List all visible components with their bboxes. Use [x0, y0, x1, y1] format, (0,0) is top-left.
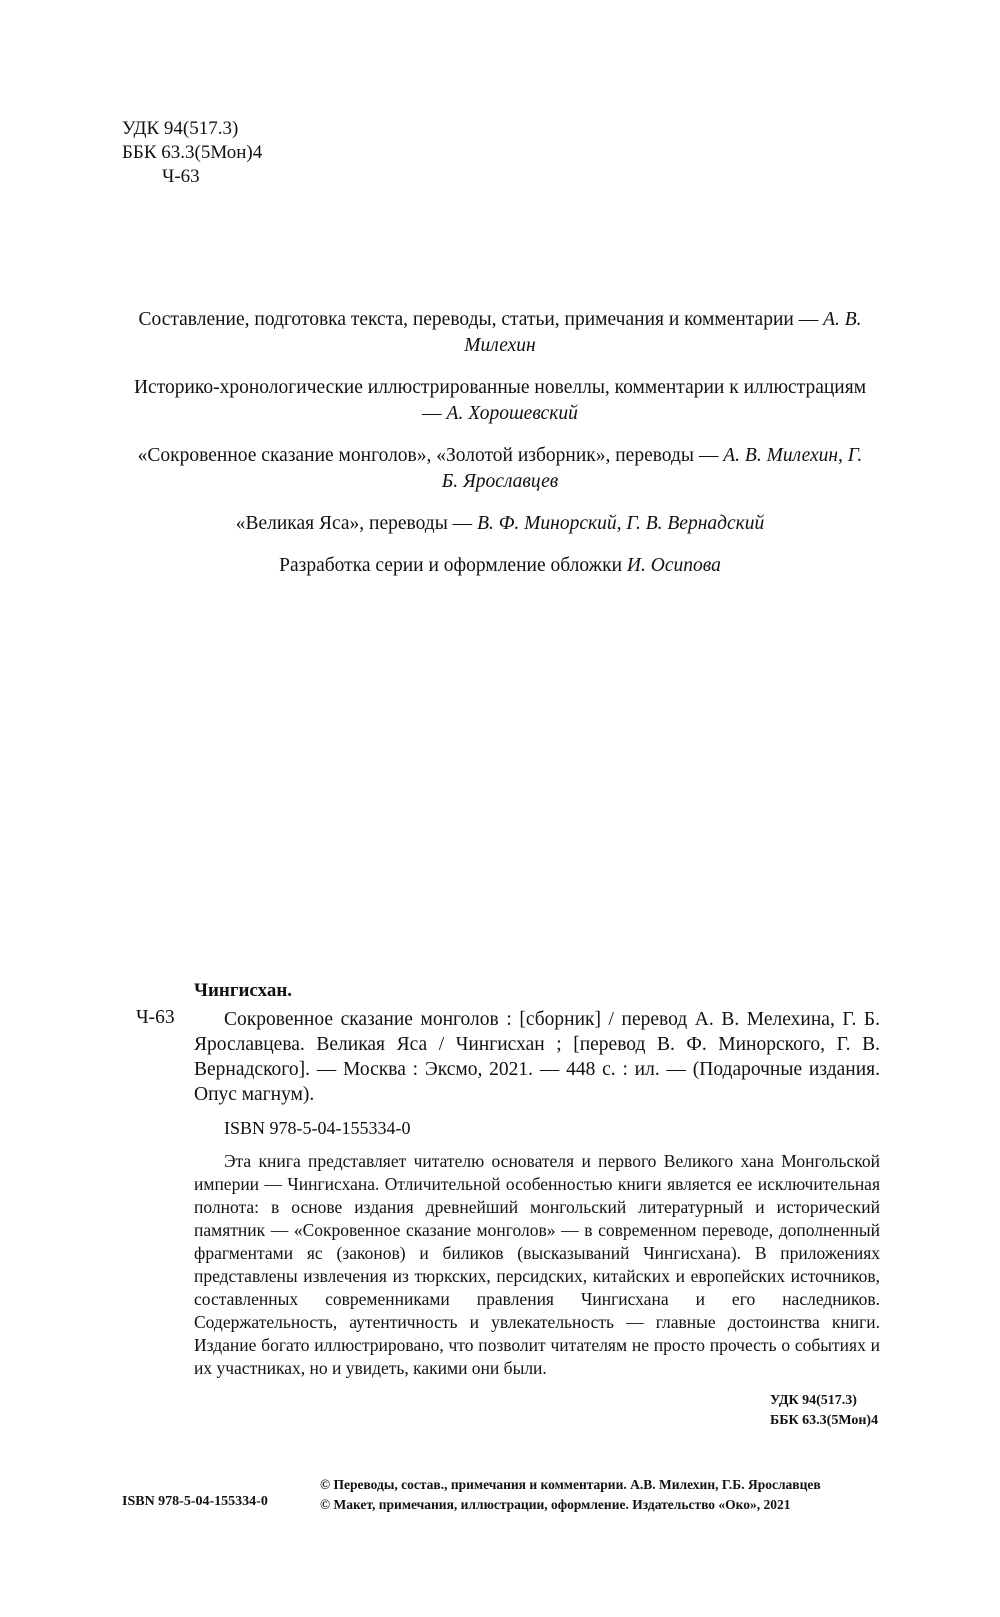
bibliographic-author: Чингисхан. [194, 980, 293, 1001]
isbn: ISBN 978-5-04-155334-0 [224, 1118, 411, 1138]
footer-codes [770, 1391, 878, 1431]
udk-code: УДК 94(517.3) [122, 118, 239, 139]
footer-bbk: ББК 63.3(5Мон)4 [770, 1413, 879, 1428]
author-sign: Ч-63 [162, 166, 200, 187]
footer-udk: УДК 94(517.3) [770, 1393, 857, 1408]
footer-isbn: ISBN 978-5-04-155334-0 [122, 1494, 268, 1509]
credit-secret-history: «Сокровенное сказание монголов», «Золотой изборник», переводы — А. В. Милехин, Г. Б. Ярославцев [137, 445, 863, 492]
credit-cover: Разработка серии и оформление обложки И. Осипова [279, 555, 721, 576]
bibliographic-entry: Сокровенное сказание монголов : [сборник] / перевод А. В. Мелехина, Г. Б. Ярославцева. Великая Яса / Чингисхан ; [перевод В. Ф. Минорского, Г. В. Вернадского]. — Москва : Эксмо, 2021. — 448 с. : ил. — (Подарочные издания. Опус магнум). [194, 1009, 880, 1105]
credit-compilation: Составление, подготовка текста, переводы, статьи, примечания и комментарии — А. В. Милехин [138, 309, 862, 356]
annotation: Эта книга представляет читателю основателя и первого Великого хана Монгольской империи — Чингисхана. Отличительной особенностью книги является ее исключительная полнота: в основе издания древнейший монгольский литературный и исторический памятник — «Сокровенное сказание монголов» — в современном переводе, дополненный фрагментами яс (законов) и биликов (высказываний Чингисхана). В приложениях представлены извлечения из тюркских, персидских, китайских и европейских источников, составленных современниками правления Чингисхана и его наследников. Содержательность, аутентичность и увлекательность — главные достоинства книги. Издание богато иллюстрировано, что позволит читателям не просто прочесть о событиях и их участниках, но и увидеть, какими они были. [194, 1151, 880, 1378]
copyright-block [320, 1475, 821, 1515]
classification-codes [122, 117, 262, 189]
credit-novellas: Историко-хронологические иллюстрированные новеллы, комментарии к иллюстрациям — А. Хорошевский [133, 377, 867, 424]
copyright-translations: © Переводы, состав., примечания и комментарии. А.В. Милехин, Г.Б. Ярославцев [320, 1477, 821, 1492]
bibliographic-code: Ч-63 [136, 1007, 175, 1028]
copyright-layout: © Макет, примечания, иллюстрации, оформление. Издательство «Око», 2021 [320, 1497, 791, 1512]
credits-block [130, 307, 870, 595]
bbk-code: ББК 63.3(5Мон)4 [122, 142, 263, 163]
credit-yasa: «Великая Яса», переводы — В. Ф. Минорский, Г. В. Вернадский [235, 513, 765, 534]
